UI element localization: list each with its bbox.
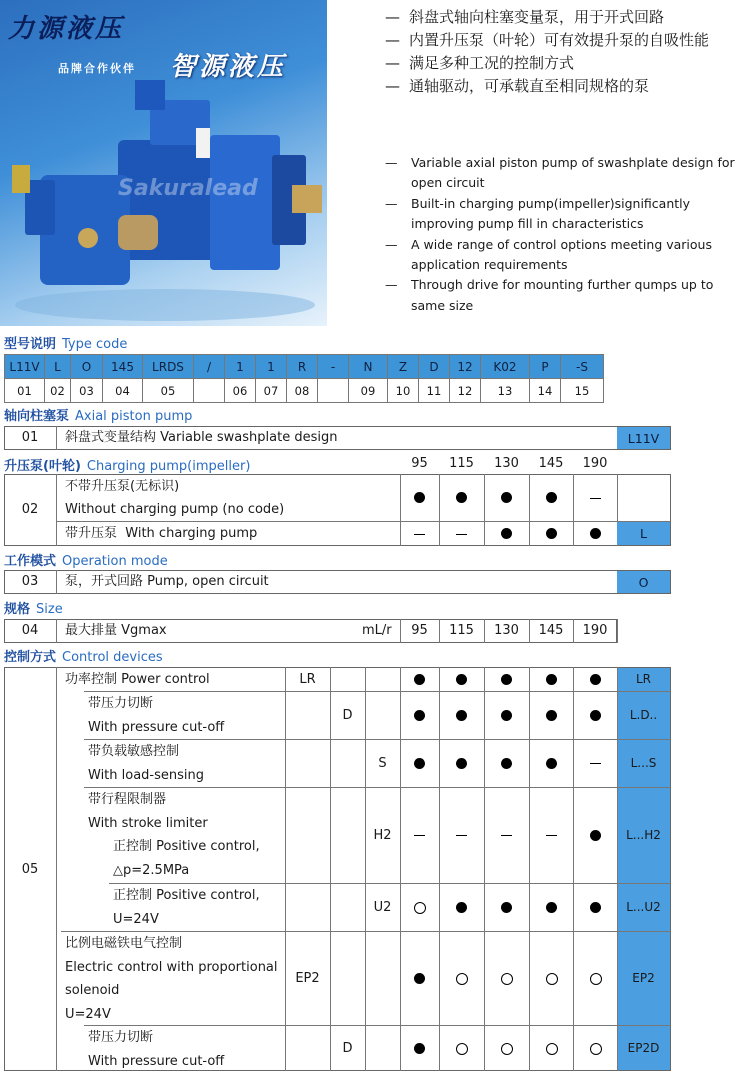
control-row-label: 带压力切断 (88, 1030, 154, 1045)
available-dot (546, 902, 557, 913)
type-code-cell: D (419, 355, 450, 379)
type-code-cell: - (318, 355, 349, 379)
size-value: 190 (582, 623, 608, 638)
feature-en-item: — A wide range of control options meeting various application requirements (385, 235, 747, 276)
charging-no: 02 (21, 502, 39, 517)
type-code-position: 11 (419, 379, 450, 403)
watermark: Sakuralead (118, 176, 258, 201)
grid-line (285, 667, 286, 1071)
brand-title-right: 智源液压 (170, 52, 287, 82)
charging-row1-cn: 不带升压泵(无标识) (65, 479, 180, 494)
control-row-code: EP2 (632, 970, 655, 985)
operation-heading (4, 550, 168, 569)
control-row-label: U=24V (65, 1006, 111, 1022)
available-dot (414, 492, 425, 503)
control-row-label: 功率控制 Power control (65, 672, 210, 687)
available-dot (456, 674, 467, 685)
type-code-position: 13 (481, 379, 530, 403)
size-desc: 最大排量 Vgmax (65, 623, 167, 638)
available-dot (546, 528, 557, 539)
not-available-dash (456, 835, 467, 836)
type-code-title-cn: 型号说明 (4, 337, 57, 352)
size-value: 130 (494, 623, 519, 638)
control-no: 05 (21, 862, 39, 877)
feature-list-en (385, 153, 747, 316)
type-code-cell: 1 (225, 355, 256, 379)
charging-size-header: 95 (411, 456, 428, 471)
optional-ring (546, 973, 558, 985)
optional-ring (456, 1043, 468, 1055)
type-code-position: 14 (530, 379, 561, 403)
available-dot (590, 674, 601, 685)
available-dot (414, 674, 425, 685)
control-key-code: D (342, 707, 353, 723)
axial-code: L11V (617, 427, 670, 449)
control-row-label: With pressure cut-off (88, 719, 225, 735)
control-row-label: 带压力切断 (88, 696, 154, 711)
control-key-code: S (378, 755, 387, 771)
control-row-label: 正控制 Positive control, (113, 888, 260, 903)
available-dot (456, 902, 467, 913)
available-dot (501, 710, 512, 721)
axial-title-en: Axial piston pump (75, 409, 193, 424)
available-dot (590, 830, 601, 841)
not-available-dash (456, 534, 467, 535)
control-row-label: With load-sensing (88, 767, 205, 783)
type-code-cell: 12 (450, 355, 481, 379)
control-row-label: 比例电磁铁电气控制 (65, 936, 183, 951)
feature-en-item: — Variable axial piston pump of swashplate design for open circuit (385, 153, 747, 194)
size-no: 04 (21, 623, 39, 638)
available-dot (546, 492, 557, 503)
operation-title-en: Operation mode (62, 554, 168, 569)
available-dot (501, 758, 512, 769)
control-row-code: L...S (630, 755, 657, 770)
axial-title-cn: 轴向柱塞泵 (4, 409, 70, 424)
type-code-cell: P (530, 355, 561, 379)
control-row-code: L...U2 (626, 899, 661, 914)
available-dot (546, 758, 557, 769)
control-row-label: With stroke limiter (88, 815, 208, 831)
optional-ring (501, 973, 513, 985)
available-dot (414, 710, 425, 721)
type-code-cell: K02 (481, 355, 530, 379)
control-heading (4, 646, 163, 665)
grid-line (617, 619, 618, 643)
charging-title-en: Charging pump(impeller) (86, 459, 251, 474)
charging-size-header: 130 (494, 456, 519, 471)
control-row-label: 带负载敏感控制 (88, 744, 180, 759)
grid-line (365, 667, 366, 1071)
type-code-position: 08 (287, 379, 318, 403)
grid-line (439, 667, 440, 1071)
control-key-code: D (342, 1040, 353, 1056)
type-code-position: 02 (45, 379, 71, 403)
available-dot (456, 758, 467, 769)
not-available-dash (590, 498, 601, 499)
optional-ring (456, 973, 468, 985)
control-row-label: Electric control with proportional (65, 959, 278, 975)
type-code-cell: O (71, 355, 103, 379)
type-code-position: 07 (256, 379, 287, 403)
axial-desc: 斜盘式变量结构 Variable swashplate design (65, 430, 338, 445)
type-code-cell: -S (561, 355, 604, 379)
type-code-position: 05 (143, 379, 194, 403)
pump-illustration (0, 80, 327, 326)
grid-line (400, 474, 401, 546)
grid-line (573, 667, 574, 1071)
type-code-cell: Z (388, 355, 419, 379)
grid-line (617, 667, 618, 1071)
available-dot (456, 710, 467, 721)
control-row-label: 正控制 Positive control, (113, 839, 260, 854)
control-key-code: EP2 (295, 970, 320, 986)
operation-code: O (617, 571, 670, 593)
not-available-dash (501, 835, 512, 836)
control-key-code: LR (299, 671, 316, 687)
available-dot (414, 758, 425, 769)
control-row-label: solenoid (65, 983, 120, 998)
axial-no: 01 (21, 430, 39, 445)
available-dot (590, 710, 601, 721)
grid-line (573, 474, 574, 546)
control-row-label: With pressure cut-off (88, 1053, 225, 1069)
type-code-position-row (4, 378, 604, 403)
control-code-column (617, 668, 670, 1070)
control-row-code: EP2D (627, 1040, 660, 1055)
size-value: 95 (411, 623, 428, 638)
size-value: 115 (449, 623, 474, 638)
hero-banner (0, 0, 327, 326)
axial-heading (4, 405, 192, 424)
grid-line (484, 474, 485, 546)
type-code-position (194, 379, 225, 403)
charging-title-cn: 升压泵(叶轮) (4, 459, 81, 474)
optional-ring (414, 902, 426, 914)
type-code-cell: R (287, 355, 318, 379)
available-dot (546, 674, 557, 685)
type-code-row (4, 354, 604, 379)
control-row-label: △p=2.5MPa (113, 862, 190, 878)
control-title-cn: 控制方式 (4, 650, 57, 665)
not-available-dash (414, 534, 425, 535)
charging-code: L (617, 522, 670, 545)
type-code-position: 01 (5, 379, 45, 403)
type-code-cell: N (349, 355, 388, 379)
optional-ring (590, 1043, 602, 1055)
available-dot (501, 674, 512, 685)
feature-list-cn (385, 6, 747, 98)
control-row-code: L...H2 (626, 827, 661, 842)
not-available-dash (414, 835, 425, 836)
charging-row2-label (65, 522, 257, 545)
available-dot (590, 902, 601, 913)
type-code-position: 06 (225, 379, 256, 403)
type-code-cell: LRDS (143, 355, 194, 379)
type-code-cell: L11V (5, 355, 45, 379)
feature-cn-item: — 斜盘式轴向柱塞变量泵，用于开式回路 (385, 6, 747, 29)
operation-title-cn: 工作模式 (4, 554, 57, 569)
control-row-label: 带行程限制器 (88, 792, 167, 807)
type-code-position: 09 (349, 379, 388, 403)
available-dot (501, 492, 512, 503)
charging-size-header: 145 (538, 456, 564, 471)
optional-ring (590, 973, 602, 985)
not-available-dash (590, 763, 601, 764)
charging-row2-cn: 带升压泵 (65, 526, 118, 541)
available-dot (501, 902, 512, 913)
feature-cn-item: — 通轴驱动，可承载直至相同规格的泵 (385, 75, 747, 98)
type-code-cell: 145 (103, 355, 143, 379)
type-code-cell: / (194, 355, 225, 379)
available-dot (414, 973, 425, 984)
available-dot (590, 528, 601, 539)
grid-line (84, 691, 671, 692)
feature-en-item: — Built-in charging pump(impeller)significantly improving pump fill in characteristics (385, 194, 747, 235)
type-code-position (318, 379, 349, 403)
control-title-en: Control devices (62, 650, 163, 665)
grid-line (84, 1025, 671, 1026)
feature-en-item: — Through drive for mounting further qumps up to same size (385, 275, 747, 316)
type-code-position: 10 (388, 379, 419, 403)
charging-size-header: 190 (582, 456, 608, 471)
size-value: 145 (538, 623, 564, 638)
type-code-title-en: Type code (62, 337, 128, 352)
available-dot (546, 710, 557, 721)
available-dot (456, 492, 467, 503)
grid-line (330, 667, 331, 1071)
optional-ring (546, 1043, 558, 1055)
grid-line (484, 667, 485, 1071)
type-code-position: 12 (450, 379, 481, 403)
type-code-position: 03 (71, 379, 103, 403)
grid-line (529, 667, 530, 1071)
control-row-label: U=24V (113, 911, 159, 927)
type-code-cell: 1 (256, 355, 287, 379)
available-dot (414, 1043, 425, 1054)
control-row-code: L.D.. (629, 707, 658, 722)
brand-tagline: 品牌合作伙伴 (58, 62, 136, 75)
not-available-dash (546, 835, 557, 836)
control-key-code: H2 (373, 827, 392, 843)
operation-desc: 泵，开式回路 Pump, open circuit (65, 574, 269, 589)
type-code-cell: L (45, 355, 71, 379)
type-code-heading (4, 333, 127, 352)
optional-ring (501, 1043, 513, 1055)
size-title-en: Size (36, 602, 63, 617)
size-unit: mL/r (362, 623, 392, 638)
operation-no: 03 (21, 574, 39, 589)
grid-line (529, 474, 530, 546)
available-dot (501, 528, 512, 539)
charging-row2-en: With charging pump (125, 526, 258, 541)
grid-line (84, 787, 671, 788)
type-code-position: 04 (103, 379, 143, 403)
brand-title-left: 力源液压 (8, 14, 125, 44)
charging-size-header: 115 (449, 456, 474, 471)
type-code-position: 15 (561, 379, 604, 403)
charging-row1-en: Without charging pump (no code) (65, 502, 285, 517)
grid-line (400, 667, 401, 1071)
feature-cn-item: — 满足多种工况的控制方式 (385, 52, 747, 75)
grid-line (439, 474, 440, 546)
control-row-code: LR (635, 671, 652, 686)
control-key-code: U2 (373, 899, 392, 915)
charging-heading (4, 455, 250, 474)
size-heading (4, 598, 63, 617)
feature-cn-item: — 内置升压泵（叶轮）可有效提升泵的自吸性能 (385, 29, 747, 52)
size-title-cn: 规格 (4, 602, 31, 617)
